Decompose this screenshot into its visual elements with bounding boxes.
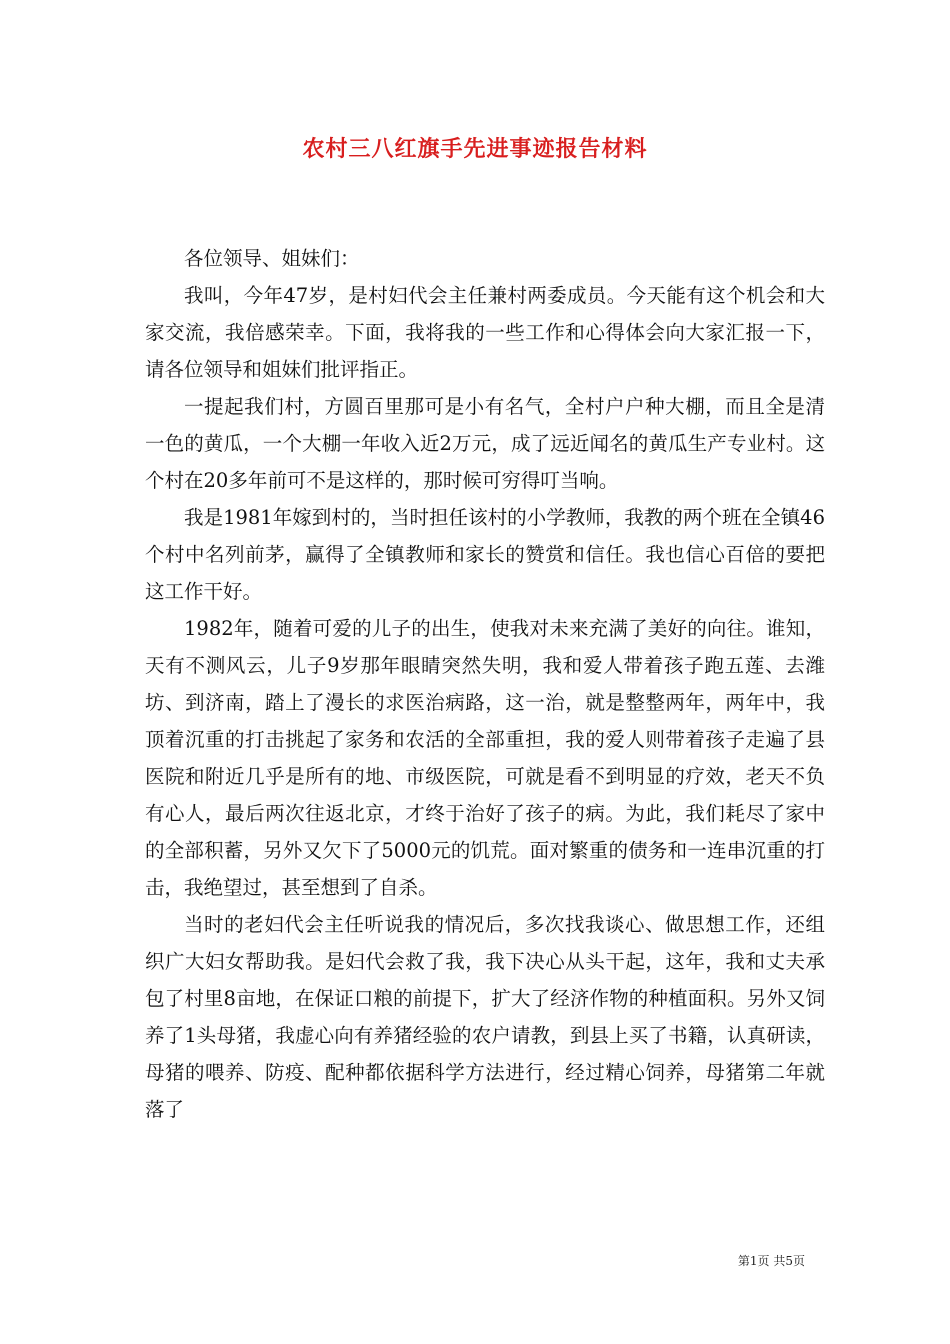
page-number: 第1页 共5页 bbox=[737, 1254, 805, 1268]
paragraph: 我叫，今年47岁，是村妇代会主任兼村两委成员。今天能有这个机会和大家交流，我倍感荣幸。下面，我将我的一些工作和心得体会向大家汇报一下，请各位领导和姐妹们批评指正。 bbox=[145, 284, 825, 381]
paragraph: 当时的老妇代会主任听说我的情况后，多次找我谈心、做思想工作，还组织广大妇女帮助我。是妇代会救了我，我下决心从头干起，这年，我和丈夫承包了村里8亩地，在保证口粮的前提下，扩大了经济作物的种植面积。另外又饲养了1头母猪，我虚心向有养猪经验的农户请教，到县上买了书籍，认真研读，母猪的喂养、防疫、配种都依据科学方法进行，经过精心饲养，母猪第二年就落了 bbox=[145, 913, 825, 1121]
paragraph: 一提起我们村，方圆百里那可是小有名气，全村户户种大棚，而且全是清一色的黄瓜，一个大棚一年收入近2万元，成了远近闻名的黄瓜生产专业村。这个村在20多年前可不是这样的，那时候可穷得叮当响。 bbox=[145, 395, 825, 492]
page-title: 农村三八红旗手先进事迹报告材料 bbox=[302, 136, 648, 162]
paragraph: 1982年，随着可爱的儿子的出生，使我对未来充满了美好的向往。谁知，天有不测风云，儿子9岁那年眼睛突然失明，我和爱人带着孩子跑五莲、去潍坊、到济南，踏上了漫长的求医治病路，这一治，就是整整两年，两年中，我顶着沉重的打击挑起了家务和农活的全部重担，我的爱人则带着孩子走遍了县医院和附近几乎是所有的地、市级医院，可就是看不到明显的疗效，老天不负有心人，最后两次往返北京，才终于治好了孩子的病。为此，我们耗尽了家中的全部积蓄，另外又欠下了5000元的饥荒。面对繁重的债务和一连串沉重的打击，我绝望过，甚至想到了自杀。 bbox=[145, 617, 825, 899]
document-body bbox=[145, 240, 825, 1128]
paragraph-greeting: 各位领导、姐妹们： bbox=[184, 247, 360, 270]
paragraph: 我是1981年嫁到村的，当时担任该村的小学教师，我教的两个班在全镇46个村中名列前茅，赢得了全镇教师和家长的赞赏和信任。我也信心百倍的要把这工作干好。 bbox=[145, 506, 825, 603]
